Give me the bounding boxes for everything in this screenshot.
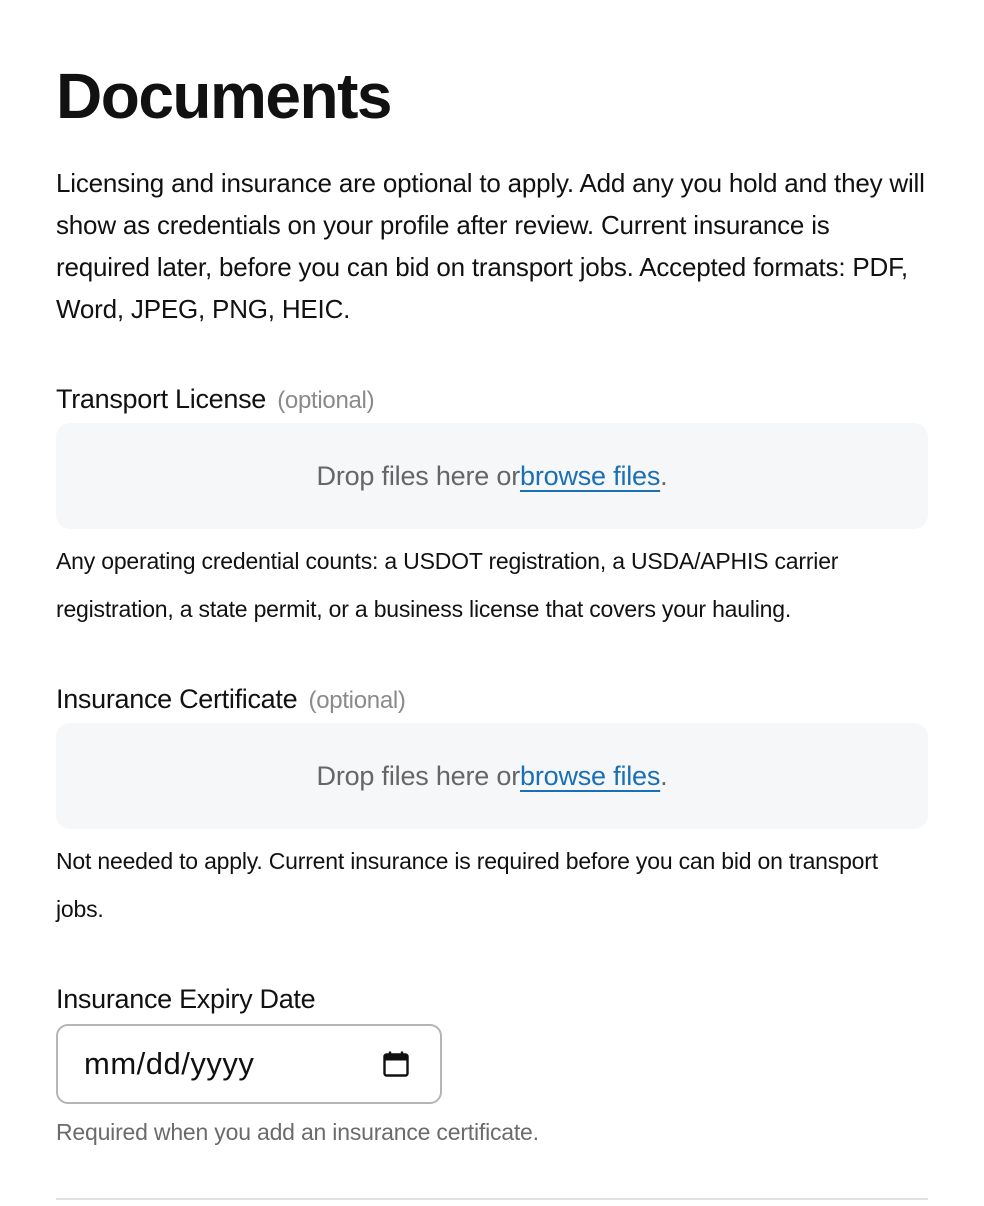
intro-text: Licensing and insurance are optional to apply. Add any you hold and they will show as credentials on your profile after review. Current insurance is required later, before you can bid on transport jobs. Accepted formats: PDF, Word, JPEG, PNG, HEIC. [56,168,925,324]
dropzone-text: Drop files here or [316,460,521,491]
transport-license-label-text: Transport License [56,384,267,414]
insurance-expiry-hint: Required when you add an insurance certificate. [56,1119,539,1145]
transport-license-dropzone[interactable] [56,423,928,529]
transport-license-label [56,381,374,419]
calendar-icon[interactable] [382,1050,410,1078]
browse-files-link[interactable]: browse files [520,460,661,491]
date-placeholder: mm/dd/yyyy [84,1046,255,1081]
insurance-expiry-label: Insurance Expiry Date [56,984,316,1014]
optional-tag: (optional) [277,387,375,414]
insurance-certificate-help: Not needed to apply. Current insurance is required before you can bid on transport jobs. [56,848,878,922]
dropzone-suffix: . [660,460,668,491]
section-divider [56,1198,928,1200]
insurance-certificate-label-text: Insurance Certificate [56,684,298,714]
insurance-certificate-label [56,681,406,719]
transport-license-help: Any operating credential counts: a USDOT registration, a USDA/APHIS carrier registration, a state permit, or a business license that covers your hauling. [56,548,839,622]
dropzone-suffix: . [660,760,668,791]
optional-tag: (optional) [308,687,406,714]
insurance-certificate-dropzone[interactable] [56,723,928,829]
insurance-expiry-date-input[interactable] [56,1024,442,1104]
dropzone-text: Drop files here or [316,760,521,791]
page-title: Documents [56,60,391,132]
browse-files-link[interactable]: browse files [520,760,661,791]
